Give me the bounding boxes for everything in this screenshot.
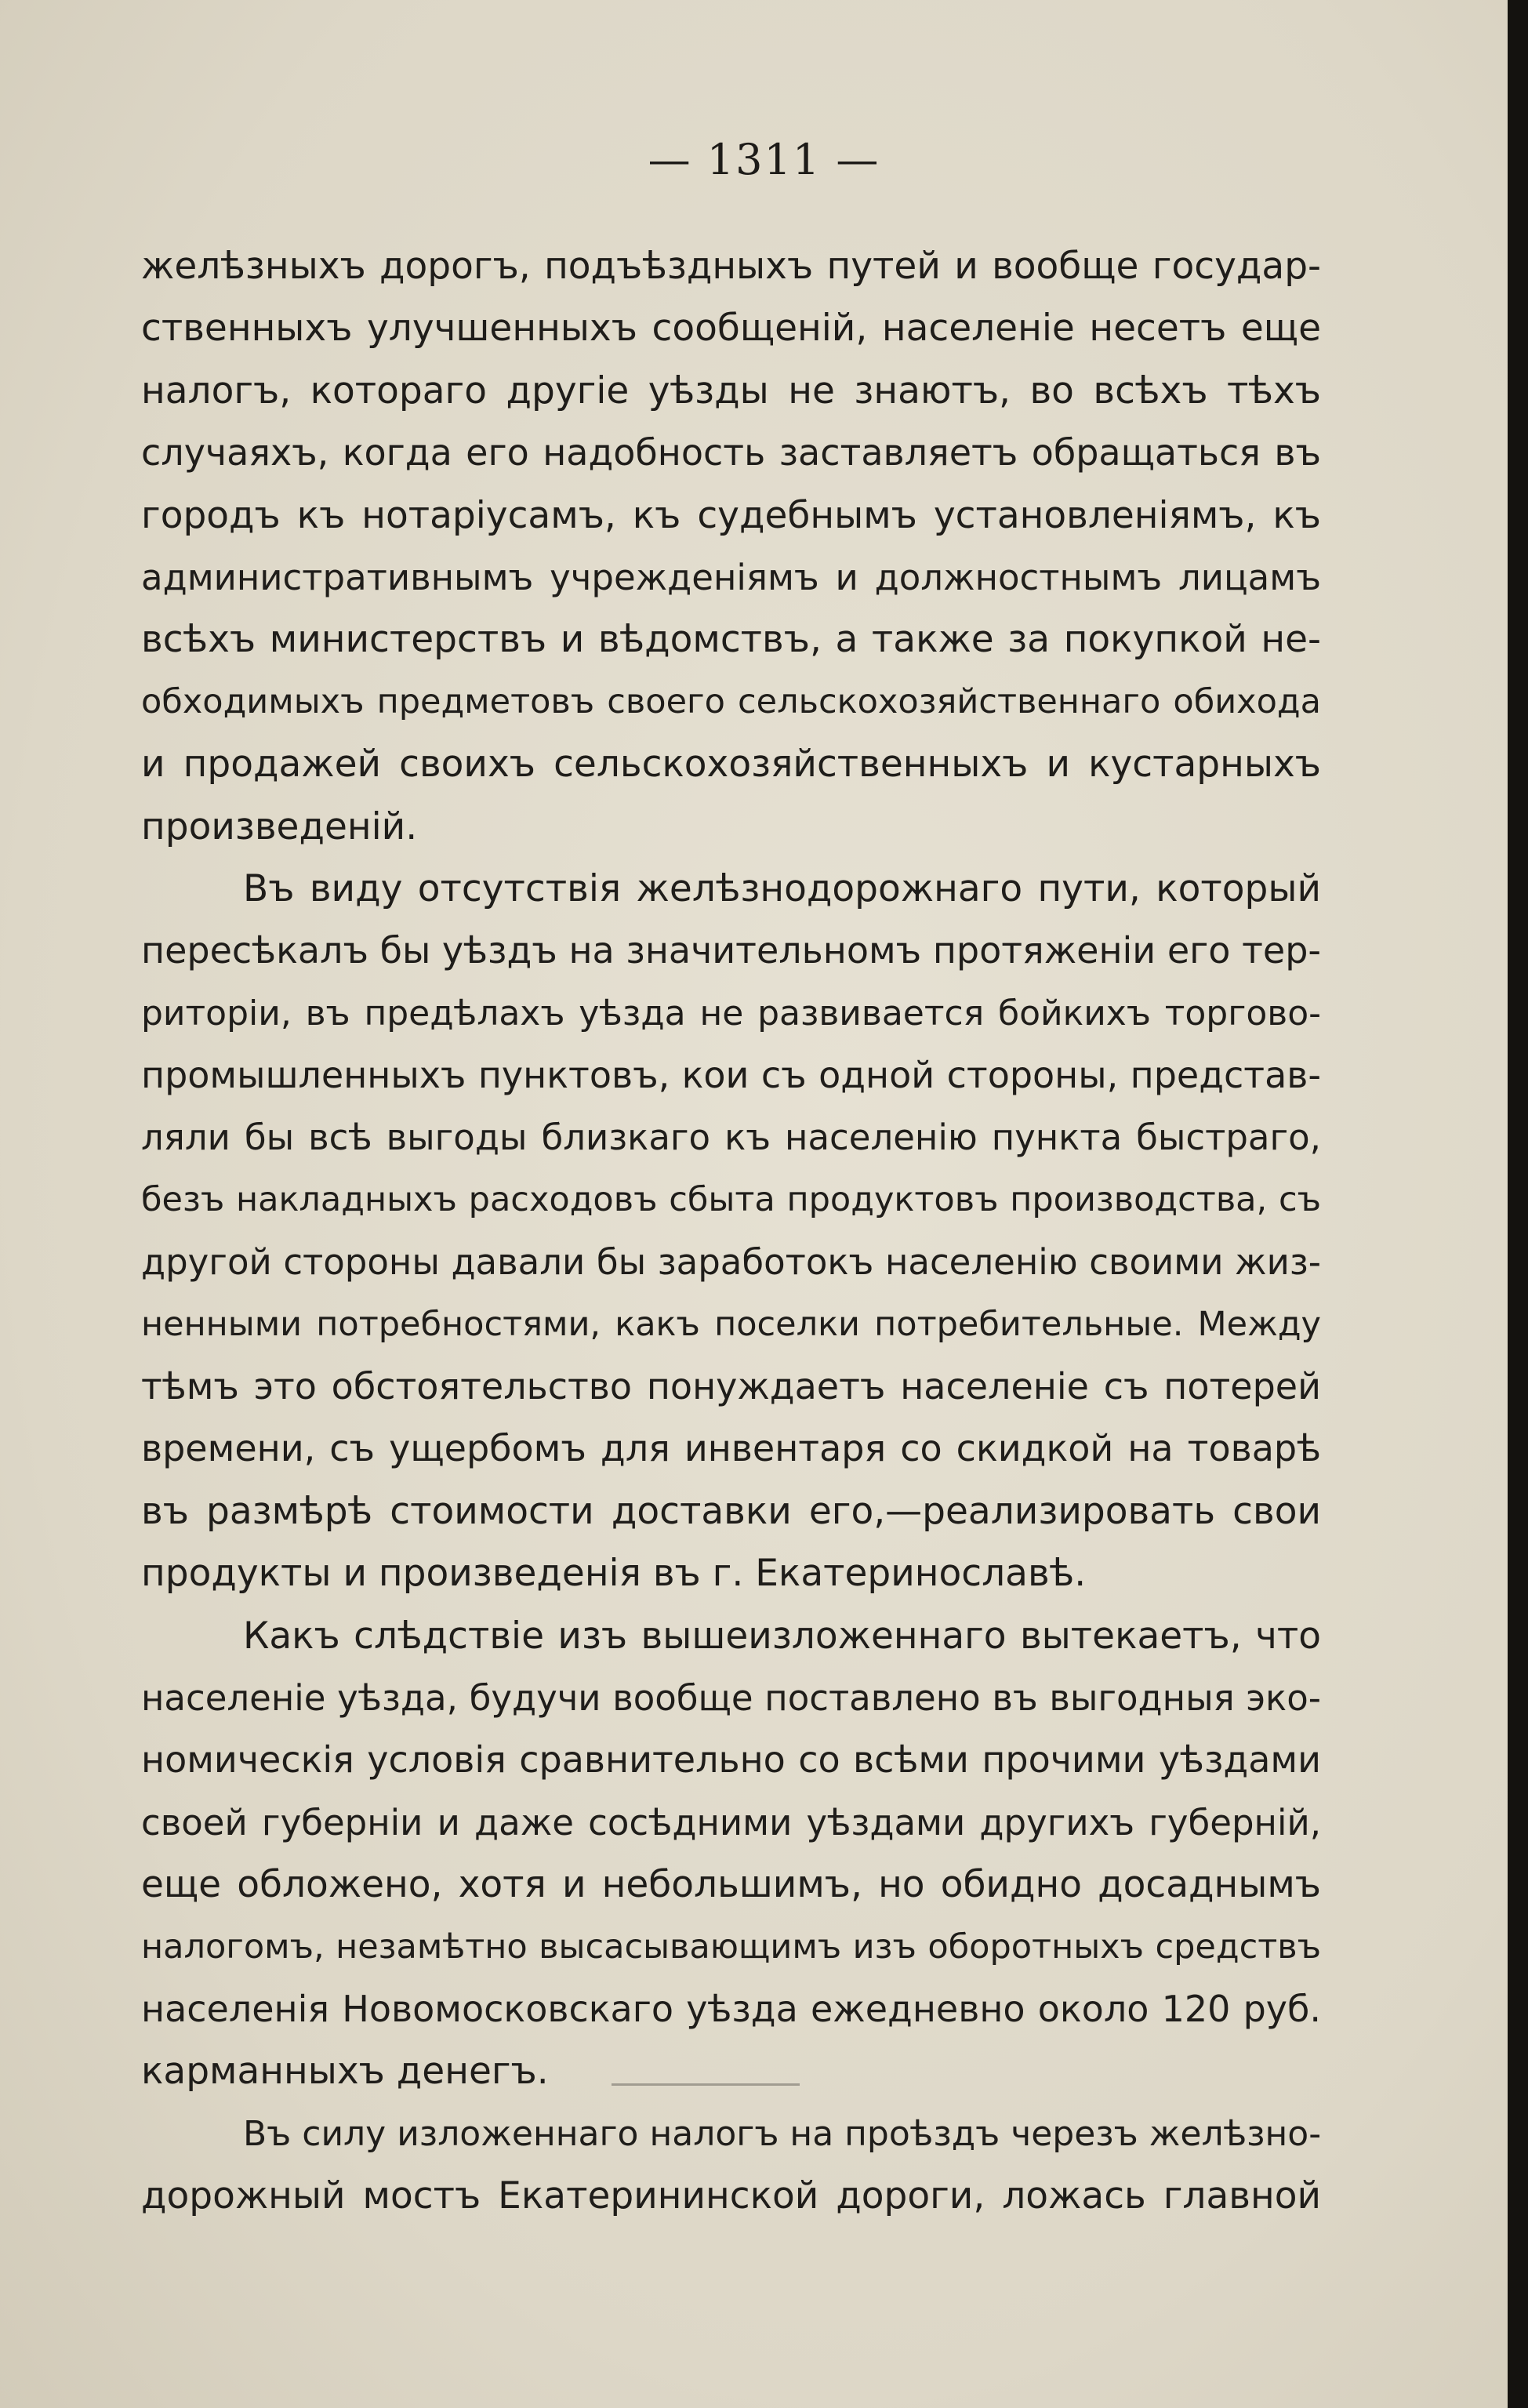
text-line: налогомъ, незамѣтно высасывающимъ изъ оборотныхъ средствъ <box>141 1927 1321 1967</box>
text-line: въ размѣрѣ стоимости доставки его,—реализировать свои <box>141 1489 1321 1533</box>
text-line: населеніе уѣзда, будучи вообще поставлено въ выгодныя эко- <box>141 1676 1321 1719</box>
text-line: пересѣкалъ бы уѣздъ на значительномъ протяженіи его тер- <box>141 929 1321 972</box>
body-text <box>141 235 1321 2228</box>
text-line: продукты и произведенія въ г. Екатеринославѣ. <box>141 1552 1087 1596</box>
text-line: населенія Новомосковскаго уѣзда ежедневно около 120 руб. <box>141 1987 1321 2030</box>
text-line: Въ силу изложеннаго налогъ на проѣздъ черезъ желѣзно- <box>243 2113 1322 2154</box>
text-line: тѣмъ это обстоятельство понуждаетъ населеніе съ потерей <box>141 1365 1321 1408</box>
text-line: ненными потребностями, какъ поселки потребительные. Между <box>141 1304 1321 1344</box>
text-line: карманныхъ денегъ. <box>141 2050 549 2094</box>
text-line: Въ виду отсутствія желѣзнодорожнаго пути, который <box>243 866 1321 910</box>
paragraph-3 <box>141 1605 1321 2103</box>
text-line: промышленныхъ пунктовъ, кои съ одной стороны, представ- <box>141 1054 1321 1097</box>
text-line: номическія условія сравнительно со всѣми прочими уѣздами <box>141 1738 1321 1781</box>
text-line: обходимыхъ предметовъ своего сельскохозяйственнаго обихода <box>141 681 1321 721</box>
paragraph-4 <box>141 2103 1321 2228</box>
text-line: Какъ слѣдствіе изъ вышеизложеннаго вытекаетъ, что <box>243 1614 1321 1658</box>
text-line: другой стороны давали бы заработокъ населенію своими жиз- <box>141 1241 1321 1284</box>
text-line: административнымъ учрежденіямъ и должностнымъ лицамъ <box>141 556 1321 598</box>
text-line: своей губерніи и даже сосѣдними уѣздами другихъ губерній, <box>141 1801 1321 1843</box>
text-line: времени, съ ущербомъ для инвентаря со скидкой на товарѣ <box>141 1427 1321 1470</box>
text-line: ляли бы всѣ выгоды близкаго къ населенію пункта быстраго, <box>141 1117 1321 1159</box>
scan-edge-shadow <box>1508 0 1528 2408</box>
text-line: еще обложено, хотя и небольшимъ, но обидно досаднымъ <box>141 1863 1321 1907</box>
text-line: дорожный мостъ Екатерининской дороги, ложась главной <box>141 2174 1321 2218</box>
text-line: и продажей своихъ сельскохозяйственныхъ и кустарныхъ <box>141 743 1321 786</box>
text-line: городъ къ нотаріусамъ, къ судебнымъ установленіямъ, къ <box>141 493 1321 537</box>
text-line: всѣхъ министерствъ и вѣдомствъ, а также за покупкой не- <box>141 618 1321 662</box>
text-line: безъ накладныхъ расходовъ сбыта продуктовъ производства, съ <box>141 1179 1321 1219</box>
text-line: желѣзныхъ дорогъ, подъѣздныхъ путей и вообще государ- <box>141 245 1321 288</box>
text-line: налогъ, котораго другіе уѣзды не знаютъ, во всѣхъ тѣхъ <box>141 369 1321 412</box>
paragraph-1 <box>141 235 1321 858</box>
page-number: — 1311 — <box>648 135 880 184</box>
paragraph-2 <box>141 858 1321 1605</box>
text-line: случаяхъ, когда его надобность заставляетъ обращаться въ <box>141 431 1321 474</box>
text-line: ственныхъ улучшенныхъ сообщеній, населеніе несетъ еще <box>141 307 1321 350</box>
text-line: риторіи, въ предѣлахъ уѣзда не развивается бойкихъ торгово- <box>141 993 1321 1033</box>
pencil-underline <box>612 2083 800 2086</box>
text-line: произведеній. <box>141 804 418 848</box>
